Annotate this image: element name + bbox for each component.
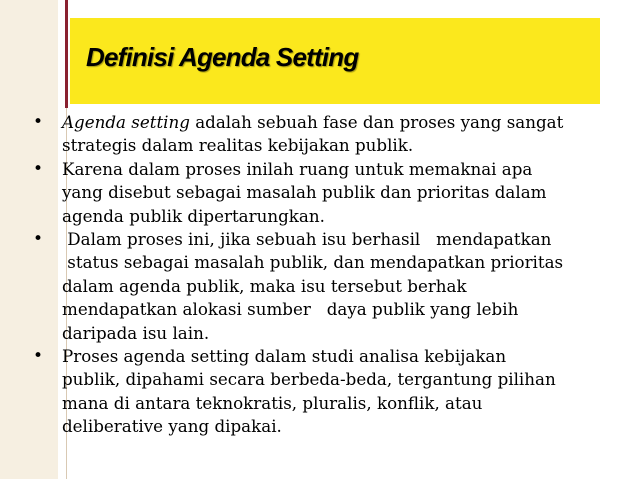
slide-title: Definisi Agenda Setting [86,42,359,72]
bullet-icon: • [33,346,44,367]
bullet-line [62,111,610,134]
bullet-line: agenda publik dipertarungkan. [62,205,325,226]
bullet-line: deliberative yang dipakai. [62,416,282,437]
bullet-line: status sebagai masalah publik, dan mendapatkan prioritas [62,252,564,273]
bullet-line: Karena dalam proses inilah ruang untuk memaknai apa [62,158,533,179]
bullet-item [0,345,610,439]
bullet-line: yang disebut sebagai masalah publik dan prioritas dalam [62,182,547,203]
bullet-list [0,111,638,439]
bullet-item [0,158,610,228]
term-agenda-setting: Agenda setting [62,112,190,132]
bullet-line: Proses agenda setting dalam studi analisa kebijakan [62,346,507,367]
bullet-line: mendapatkan alokasi sumber daya publik yang lebih [62,299,519,320]
bullet-icon: • [33,229,44,250]
bullet-icon: • [33,112,44,132]
bullet-line: mana di antara teknokratis, pluralis, konflik, atau [62,392,483,413]
bullet-line: strategis dalam realitas kebijakan publik. [62,135,414,156]
accent-line [65,0,68,108]
bullet-line: daripada isu lain. [62,322,210,343]
line-text: adalah sebuah fase dan proses yang sangat [189,112,564,132]
bullet-icon: • [33,158,44,179]
bullet-line: dalam agenda publik, maka isu tersebut berhak [62,275,467,296]
bullet-item [0,111,610,158]
bullet-line: publik, dipahami secara berbeda-beda, tergantung pilihan [62,369,556,390]
bullet-item [0,228,610,345]
bullet-line: Dalam proses ini, jika sebuah isu berhasil mendapatkan [62,229,552,250]
